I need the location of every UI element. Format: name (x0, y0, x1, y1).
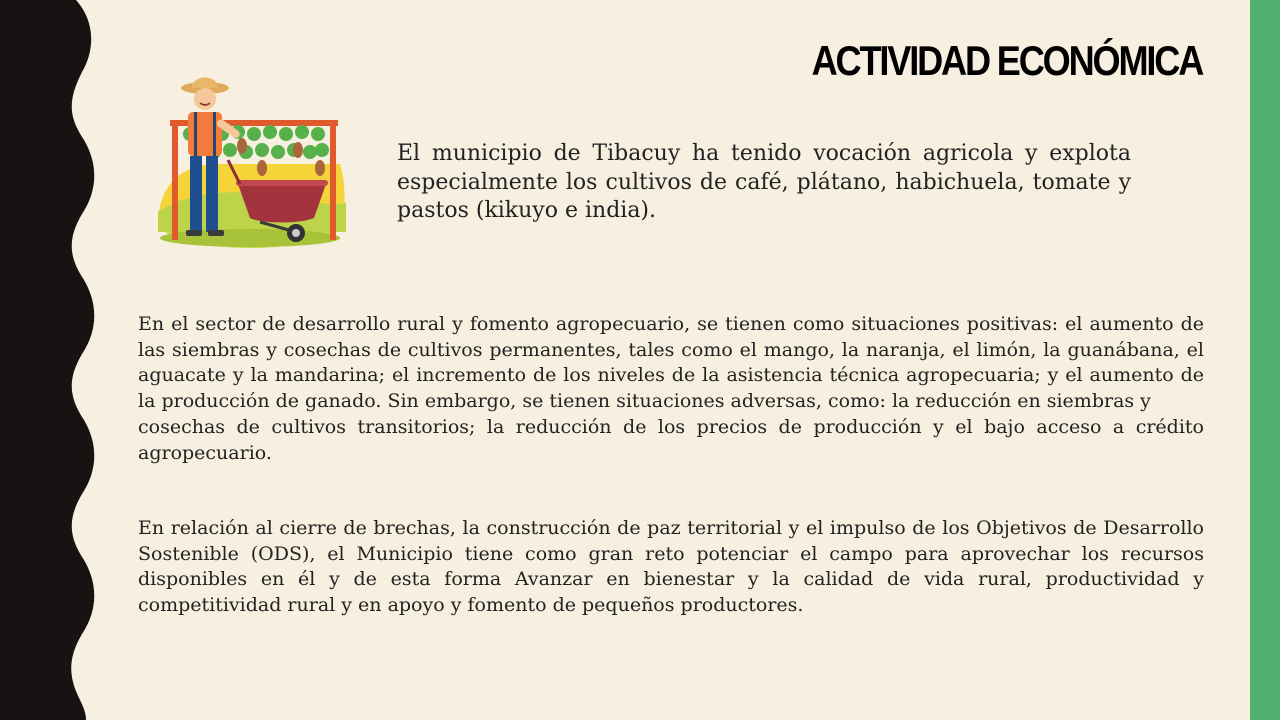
trellis-post-right (330, 122, 336, 240)
farmer-head (194, 88, 216, 110)
wave-shape (0, 0, 94, 720)
gaps-paragraph: En relación al cierre de brechas, la construcción de paz territorial y el impulso de los Objetivos de Desarrollo Sostenible (ODS), el Municipio tiene como gran reto potenciar el campo para aprovechar los recursos disponibles en él y de esta forma Avanzar en bienestar y la calidad de vida rural, productividad y competitividad rural y en apoyo y fomento de pequeños productores. (138, 517, 1204, 617)
development-paragraph (138, 312, 1204, 466)
wheelbarrow-bucket (238, 184, 326, 223)
intro-paragraph: El municipio de Tibacuy ha tenido vocación agricola y explota especialmente los cultivos de café, plátano, habichuela, tomate y pastos (kikuyo e india). (397, 141, 1131, 223)
wheelbarrow-rim (236, 180, 328, 186)
farmer-pants-left (190, 156, 202, 232)
farmer-strap-left (194, 112, 197, 156)
farmer-pants-right (206, 156, 218, 232)
wheelbarrow-hub (292, 229, 300, 237)
development-paragraph-part1: En el sector de desarrollo rural y fomento agropecuario, se tienen como situaciones positivas: el aumento de las siembras y cosechas de cultivos permanentes, tales como el mango, la naranja, el limón, la guanábana, el aguacate y la mandarina; el incremento de los niveles de la asistencia técnica agropecuaria; y el aumento de la producción de ganado. Sin embargo, se tienen situaciones adversas, como: la reducción en siembras y (138, 313, 1204, 413)
development-paragraph-part2: cosechas de cultivos transitorios; la reducción de los precios de producción y el bajo acceso a crédito agropecuario. (138, 415, 1204, 464)
hat-crown (192, 78, 218, 89)
farmer-strap-right (213, 112, 216, 156)
left-wave-border (0, 0, 100, 720)
right-accent-bar (1250, 0, 1280, 720)
page-title: ACTIVIDAD ECONÓMICA (811, 37, 1202, 84)
trellis-post-left (172, 122, 178, 240)
farmer-shoe-left (186, 230, 202, 236)
farmer-with-wheelbarrow-icon (150, 72, 350, 252)
farmer-shirt (188, 112, 222, 156)
farmer-shoe-right (208, 230, 224, 236)
